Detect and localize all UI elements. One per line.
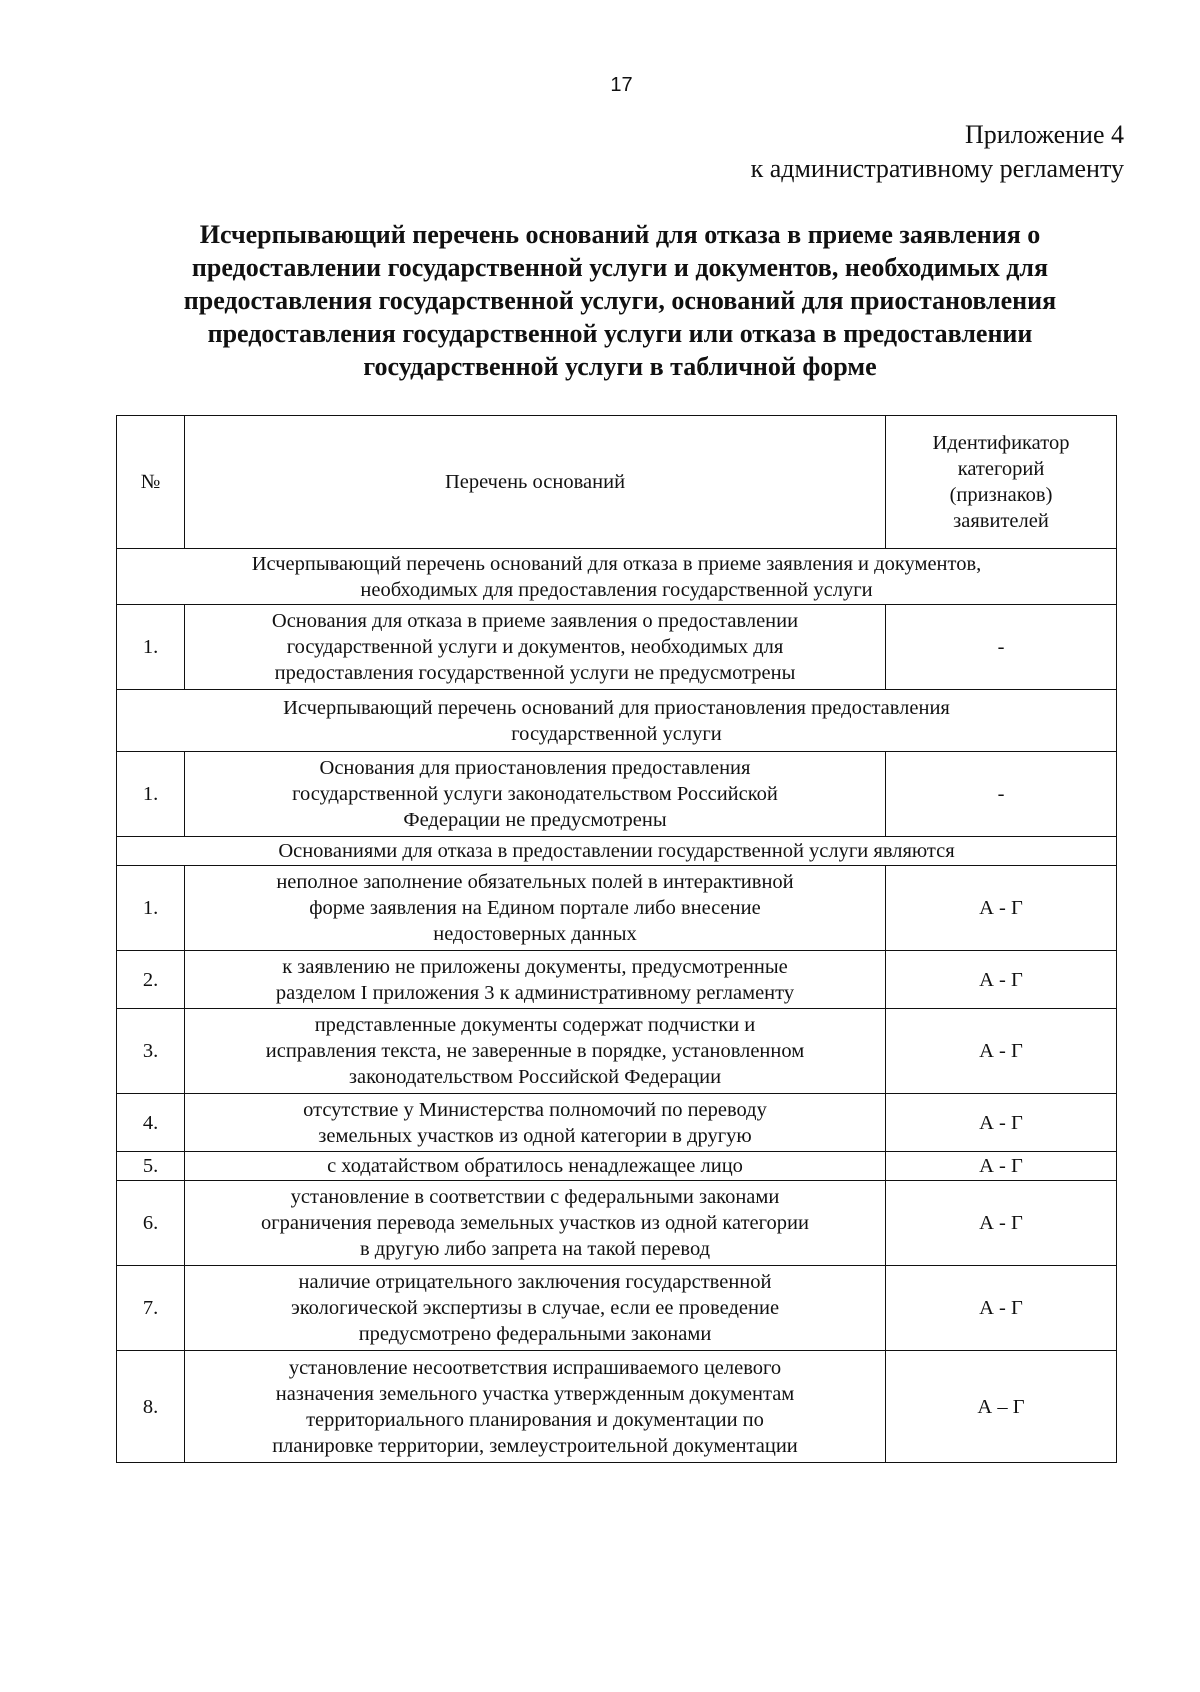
grounds-table [116,415,1117,1463]
row-number: 1. [117,866,185,951]
row-reason: неполное заполнение обязательных полей в интерактивной форме заявления на Едином портале либо внесение недостоверных данных [185,866,886,951]
row-reason: наличие отрицательного заключения государственной экологической экспертизы в случае, если ее проведение предусмотрено федеральными законами [185,1266,886,1351]
row-identifier: А - Г [886,866,1117,951]
title-line: предоставлении государственной услуги и документов, необходимых для [191,253,1049,282]
page-number: 17 [610,74,633,96]
table-row [117,1351,1117,1463]
table-row [117,1152,1117,1181]
appendix-caption [751,118,1124,186]
row-reason: установление несоответствия испрашиваемого целевого назначения земельного участка утвержденным документам территориального планирования и документации по планировке территории, землеустроительной документации [185,1351,886,1463]
row-reason: к заявлению не приложены документы, предусмотренные разделом I приложения 3 к административному регламенту [185,951,886,1009]
section-heading-row [117,690,1117,752]
row-number: 1. [117,752,185,837]
table-row [117,605,1117,690]
title-line: государственной услуги в табличной форме [363,352,877,381]
table-row [117,866,1117,951]
table-row [117,1266,1117,1351]
row-identifier: - [886,752,1117,837]
row-identifier: - [886,605,1117,690]
table-row [117,951,1117,1009]
section-heading-row [117,549,1117,605]
row-reason: представленные документы содержат подчистки и исправления текста, не заверенные в порядке, установленном законодательством Российской Федерации [185,1009,886,1094]
row-identifier: А - Г [886,1181,1117,1266]
row-reason: установление в соответствии с федеральными законами ограничения перевода земельных участков из одной категории в другую либо запрета на такой перевод [185,1181,886,1266]
row-number: 6. [117,1181,185,1266]
row-reason: отсутствие у Министерства полномочий по переводу земельных участков из одной категории в другую [185,1094,886,1152]
row-identifier: А – Г [886,1351,1117,1463]
section-heading: Исчерпывающий перечень оснований для отказа в приеме заявления и документов, необходимых для предоставления государственной услуги [117,549,1117,605]
row-number: 3. [117,1009,185,1094]
row-number: 7. [117,1266,185,1351]
header-identifier: Идентификатор категорий (признаков) заявителей [886,416,1117,549]
appendix-reference: к административному регламенту [750,154,1124,183]
table-row [117,1094,1117,1152]
row-number: 5. [117,1152,185,1181]
row-reason: Основания для отказа в приеме заявления о предоставлении государственной услуги и документов, необходимых для предоставления государственной услуги не предусмотрены [185,605,886,690]
row-number: 1. [117,605,185,690]
section-heading: Основаниями для отказа в предоставлении государственной услуги являются [117,837,1117,866]
title-line: Исчерпывающий перечень оснований для отказа в приеме заявления о [199,220,1041,249]
row-identifier: А - Г [886,1094,1117,1152]
row-number: 2. [117,951,185,1009]
row-identifier: А - Г [886,1152,1117,1181]
row-reason: Основания для приостановления предоставления государственной услуги законодательством Российской Федерации не предусмотрены [185,752,886,837]
row-identifier: А - Г [886,1266,1117,1351]
table-row [117,1009,1117,1094]
table-row [117,752,1117,837]
appendix-label: Приложение 4 [964,120,1124,149]
row-number: 4. [117,1094,185,1152]
row-identifier: А - Г [886,951,1117,1009]
row-reason: с ходатайством обратилось ненадлежащее лицо [185,1152,886,1181]
title-line: предоставления государственной услуги или отказа в предоставлении [207,319,1033,348]
section-heading-row [117,837,1117,866]
table-header-row [117,416,1117,549]
row-number: 8. [117,1351,185,1463]
title-line: предоставления государственной услуги, оснований для приостановления [183,286,1057,315]
section-heading: Исчерпывающий перечень оснований для приостановления предоставления государственной услуги [117,690,1117,752]
header-num: № [117,416,185,549]
table-row [117,1181,1117,1266]
row-identifier: А - Г [886,1009,1117,1094]
header-reasons: Перечень оснований [185,416,886,549]
document-title [120,218,1120,383]
